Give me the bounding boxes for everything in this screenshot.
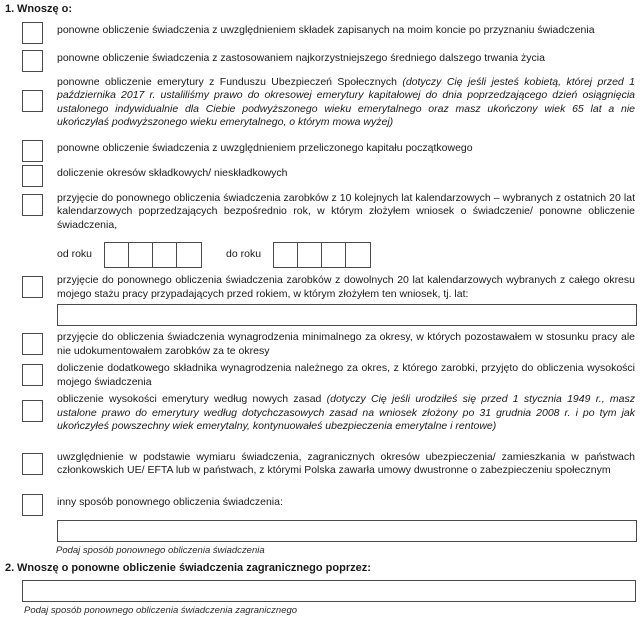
option-label: doliczenie okresów składkowych/ nieskładkowych [57, 166, 288, 179]
option-row-minimum-wage [0, 331, 640, 358]
year-to-digit-2[interactable] [298, 243, 322, 267]
checkbox-recalculated-initial-capital[interactable] [22, 140, 43, 162]
option-row-foreign-periods [0, 451, 640, 478]
year-from-digit-4[interactable] [177, 243, 201, 267]
option-text-italic: (dotyczy Cię jeśli jesteś kobietą, której przed 1 października 2017 r. ustaliliśmy prawo do okresowej emerytury kapitałowej do dnia poprzedzającego dzień osiągnięcia ustalonego indywidualnie dla Ciebie podwyższonego wieku emerytalnego oraz masz ukończony wiek 65 lat a nie ukończyłaś podwyższonego wieku emerytalnego, o którym mowa wyżej) [57, 75, 636, 128]
option-row-contributions [0, 24, 640, 44]
option-label: ponowne obliczenie świadczenia z zastosowaniem najkorzystniejszego średniego dalszego trwania życia [57, 51, 545, 64]
checkbox-additional-wage-component[interactable] [22, 364, 43, 386]
year-range-row [57, 242, 640, 268]
section2-heading [0, 562, 640, 576]
checkbox-contributions-after-grant[interactable] [22, 22, 43, 44]
option-label [57, 76, 635, 130]
option-text: ponowne obliczenie emerytury z Funduszu Ubezpieczeń Społecznych [57, 75, 403, 88]
option-text: obliczenie wysokości emerytury według nowych zasad [57, 393, 327, 405]
checkbox-add-contribution-periods[interactable] [22, 165, 43, 187]
section1-number: 1. [5, 3, 15, 15]
foreign-benefit-hint: Podaj sposób ponownego obliczenia świadczenia zagranicznego [24, 604, 298, 616]
year-to-digit-1[interactable] [274, 243, 298, 267]
year-from-field[interactable] [104, 242, 202, 268]
checkbox-other-method[interactable] [22, 494, 43, 516]
other-method-input[interactable] [57, 520, 637, 542]
year-to-field[interactable] [273, 242, 371, 268]
year-to-digit-3[interactable] [322, 243, 346, 267]
option-label: ponowne obliczenie świadczenia z uwzględnieniem przeliczonego kapitału początkowego [57, 141, 473, 154]
option-label: ponowne obliczenie świadczenia z uwzględnieniem składek zapisanych na moim koncie po przyznaniu świadczenia [57, 23, 595, 36]
option-row-other-method [0, 496, 640, 516]
year-from-digit-2[interactable] [129, 243, 153, 267]
checkbox-foreign-insurance-periods[interactable] [22, 453, 43, 475]
option-row-life-expectancy [0, 52, 640, 72]
checkbox-earnings-10-consecutive-years[interactable] [22, 194, 43, 216]
section1-heading [0, 3, 640, 17]
other-method-hint: Podaj sposób ponownego obliczenia świadczenia [56, 544, 265, 556]
option-row-contribution-periods [0, 167, 640, 187]
option-row-fus-pension [0, 76, 640, 130]
option-label: doliczenie dodatkowego składnika wynagrodzenia należnego za okres, z którego zarobki, przyjęto do obliczenia wysokości mojego świadczenia [57, 362, 635, 388]
checkbox-earnings-any-20-years[interactable] [22, 276, 43, 298]
year-to-label: do roku [226, 248, 262, 261]
option-row-new-rules-pension [0, 393, 640, 434]
selected-years-input[interactable] [57, 304, 637, 326]
checkbox-fus-recalculation[interactable] [22, 90, 43, 112]
checkbox-new-rules-calculation[interactable] [22, 400, 43, 422]
option-label: inny sposób ponownego obliczenia świadczenia: [57, 495, 283, 508]
option-row-10-years-earnings [0, 192, 640, 233]
option-label: uwzględnienie w podstawie wymiaru świadczenia, zagranicznych okresów ubezpieczenia/ zamieszkania w państwach członkowskich UE/ EFTA lub w państwach, z którymi Polska zawarła umowy dwustronne o zabezpieczeniu społecznym [57, 450, 635, 476]
checkbox-best-life-expectancy[interactable] [22, 50, 43, 72]
year-from-digit-1[interactable] [105, 243, 129, 267]
year-from-label: od roku [57, 248, 93, 261]
checkbox-minimum-wage-periods[interactable] [22, 333, 43, 355]
option-row-initial-capital [0, 142, 640, 162]
section2-number: 2. [5, 562, 15, 574]
option-label: przyjęcie do ponownego obliczenia świadczenia zarobków z 10 kolejnych lat kalendarzowych – wybranych z ostatnich 20 lat kalendarzowych poprzedzających bezpośrednio rok, w którym złożyłem wniosek o świadczenie/ ponowne obliczenie świadczenia, [57, 191, 635, 231]
option-row-additional-wage-component [0, 362, 640, 389]
option-label: przyjęcie do obliczenia świadczenia wynagrodzenia minimalnego za okresy, w których pozostawałem w stosunku pracy ale nie udokumentowałem zarobków za te okresy [57, 331, 635, 357]
option-label: przyjęcie do ponownego obliczenia świadczenia zarobków z dowolnych 20 lat kalendarzowych wybranych z całego okresu mojego stażu pracy przypadających przed rokiem, w którym złożyłem ten wniosek, tj. lat: [57, 274, 635, 300]
section1-title: Wnoszę o: [17, 3, 72, 15]
option-text-italic: (dotyczy Cię jeśli urodziłeś się przed 1 stycznia 1949 r., masz ustalone prawo do emerytury według dotychczasowych zasad na wniosek złożony po 31 grudnia 2008 r. i po tym jak ukończyłeś powszechny wiek emerytalny, kontynuowałeś ubezpieczenia emerytalne i rentowe) [57, 393, 635, 432]
option-row-20-years-earnings [0, 274, 640, 301]
year-from-digit-3[interactable] [153, 243, 177, 267]
section2-title: Wnoszę o ponowne obliczenie świadczenia zagranicznego poprzez: [17, 562, 371, 574]
option-label [57, 393, 635, 434]
year-to-digit-4[interactable] [346, 243, 370, 267]
foreign-benefit-method-input[interactable] [22, 580, 636, 602]
